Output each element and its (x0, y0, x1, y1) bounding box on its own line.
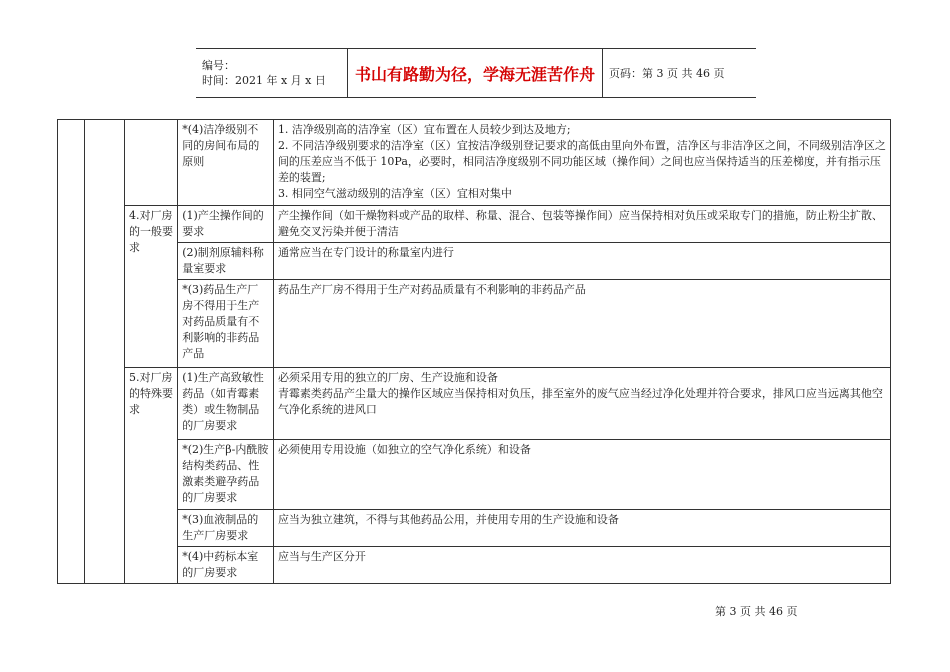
requirement-text (273, 368, 890, 440)
requirement-line: 药品生产厂房不得用于生产对药品质量有不利影响的非药品产品 (277, 283, 586, 296)
requirement-text (273, 120, 890, 206)
table-row (58, 206, 891, 243)
requirement-line: 2. 不同洁净级别要求的洁净室（区）宜按洁净级别登记要求的高低由里向外布置，洁净区与非洁净区之间，不同级别洁净区之间的压差应当不低于 10Pa，必要时，相同洁净度级别不同功能区域（操作间）之间也应当保持适当的压差梯度，并有指示压差的装置; (277, 139, 886, 184)
page-footer: 第 3 页 共 46 页 (715, 605, 798, 618)
table-row (58, 547, 891, 584)
header-meta (196, 49, 347, 97)
document-number-label: 编号： (202, 59, 235, 72)
table-row (58, 120, 891, 206)
requirement-text (273, 280, 890, 368)
item-label: *(2)生产β-内酰胺结构类药品、性激素类避孕药品的厂房要求 (178, 440, 274, 510)
section-label: 4.对厂房的一般要求 (125, 206, 178, 368)
requirement-text (273, 243, 890, 280)
requirement-text (273, 206, 890, 243)
requirement-text (273, 510, 890, 547)
requirement-line: 应当与生产区分开 (277, 550, 366, 563)
requirement-line: 应当为独立建筑，不得与其他药品公用，并使用专用的生产设施和设备 (277, 513, 619, 526)
document-time-label: 时间：2021 年 x 月 x 日 (202, 74, 326, 87)
requirement-line: 产尘操作间（如干燥物料或产品的取样、称量、混合、包装等操作间）应当保持相对负压或采取专门的措施，防止粉尘扩散、避免交叉污染并便于清洁 (277, 209, 883, 238)
table-row (58, 440, 891, 510)
requirement-line: 青霉素类药品产尘量大的操作区域应当保持相对负压，排至室外的废气应当经过净化处理并符合要求，排风口应当远离其他空气净化系统的进风口 (277, 387, 883, 416)
header-motto: 书山有路勤为径，学海无涯苦作舟 (347, 49, 603, 97)
requirement-line: 必须使用专用设施（如独立的空气净化系统）和设备 (277, 443, 531, 456)
requirements-table (57, 119, 891, 584)
empty-cell (58, 120, 85, 584)
page-header (196, 48, 756, 98)
item-label: *(3)药品生产厂房不得用于生产对药品质量有不利影响的非药品产品 (178, 280, 274, 368)
table-row (58, 280, 891, 368)
requirement-text (273, 547, 890, 584)
item-label: (2)制剂原辅料称量室要求 (178, 243, 274, 280)
requirement-text (273, 440, 890, 510)
requirement-line: 1. 洁净级别高的洁净室（区）宜布置在人员较少到达及地方; (277, 123, 571, 136)
section-label: 5.对厂房的特殊要求 (125, 368, 178, 584)
item-label: *(4)中药标本室的厂房要求 (178, 547, 274, 584)
requirement-line: 必须采用专用的独立的厂房、生产设施和设备 (277, 371, 498, 384)
empty-cell (84, 120, 124, 584)
item-label: (1)生产高致敏性药品（如青霉素类）或生物制品的厂房要求 (178, 368, 274, 440)
empty-cell (125, 120, 178, 206)
header-page-number: 页码：第 3 页 共 46 页 (609, 67, 725, 80)
item-label: *(4)洁净级别不同的房间布局的原则 (178, 120, 274, 206)
requirement-line: 通常应当在专门设计的称量室内进行 (277, 246, 454, 259)
table-row (58, 243, 891, 280)
item-label: *(3)血液制品的生产厂房要求 (178, 510, 274, 547)
requirement-line: 3. 相同空气滋动级别的洁净室（区）宜相对集中 (277, 187, 512, 200)
table-row (58, 510, 891, 547)
table-row (58, 368, 891, 440)
item-label: (1)产尘操作间的要求 (178, 206, 274, 243)
